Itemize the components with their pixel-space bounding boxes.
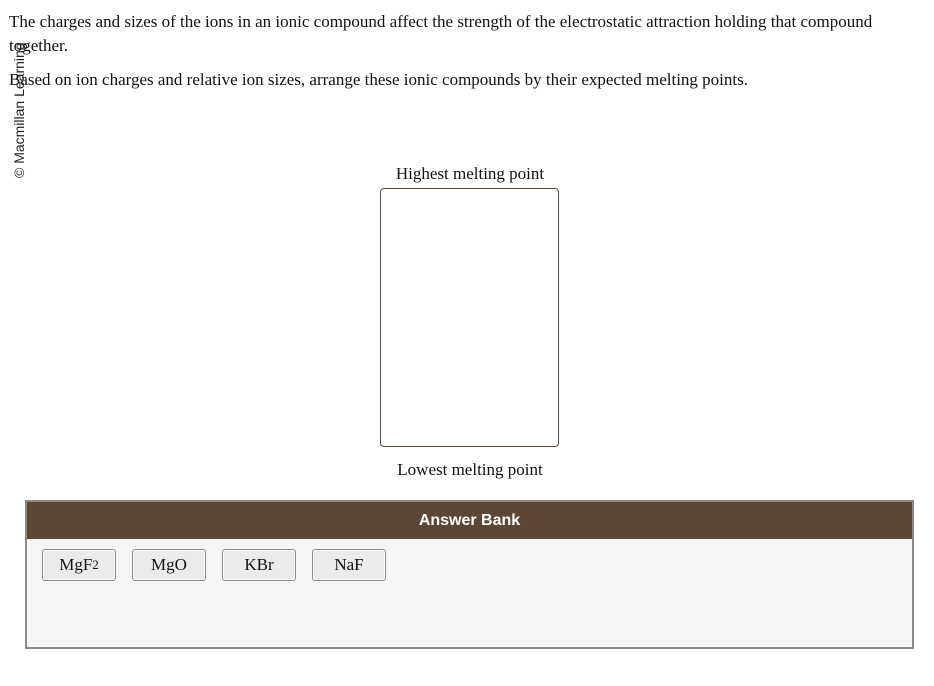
watermark-text: © Macmillan Learning xyxy=(11,42,27,178)
answer-chip-naf[interactable] xyxy=(312,549,386,581)
question-instruction: Based on ion charges and relative ion sizes, arrange these ionic compounds by their expected melting points. xyxy=(9,70,748,89)
answer-chip-mgo[interactable] xyxy=(132,549,206,581)
ranking-drop-zone[interactable] xyxy=(380,188,559,447)
answer-bank[interactable] xyxy=(25,500,914,649)
chip-formula: NaF xyxy=(334,555,364,574)
answer-chip-mgf2[interactable]: MgF 2 xyxy=(42,549,116,581)
chip-formula: KBr xyxy=(244,555,274,574)
highest-melting-point-label: Highest melting point xyxy=(395,164,545,183)
chip-formula: MgO xyxy=(151,555,187,574)
chip-formula: MgF xyxy=(59,555,93,574)
lowest-melting-point-label: Lowest melting point xyxy=(397,460,543,479)
answer-chip-kbr[interactable] xyxy=(222,549,296,581)
answer-bank-items xyxy=(42,549,386,581)
answer-bank-title: Answer Bank xyxy=(27,502,912,539)
question-intro: The charges and sizes of the ions in an ionic compound affect the strength of the electrostatic attraction holding that compound together. xyxy=(9,12,873,55)
